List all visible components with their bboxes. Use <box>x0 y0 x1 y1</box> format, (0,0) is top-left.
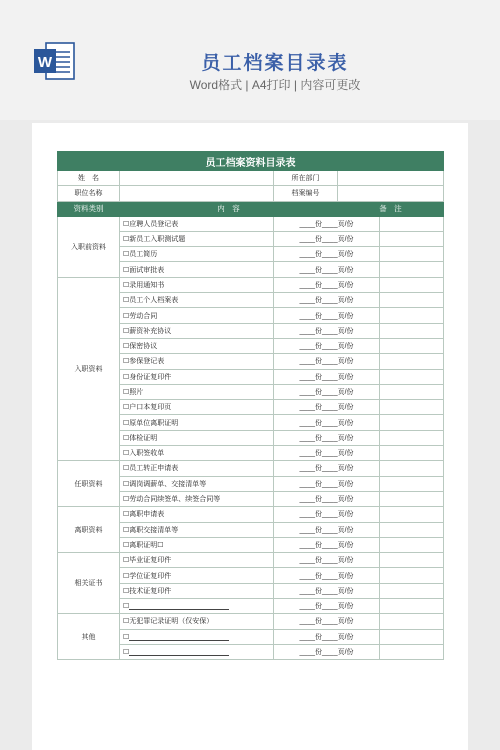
item-cell[interactable] <box>120 553 274 568</box>
count-cell[interactable]: ____份____页/份 <box>274 415 380 430</box>
item-label: ☐ <box>123 603 130 611</box>
column-header-row <box>58 201 444 216</box>
count-cell[interactable]: ____份____页/份 <box>274 507 380 522</box>
item-label: ☐技术证复印件 <box>123 587 172 595</box>
item-label: ☐ <box>123 649 130 657</box>
item-cell[interactable] <box>120 415 274 430</box>
item-label: ☐离职证明☐ <box>123 541 164 549</box>
category-cell: 其他 <box>58 614 120 660</box>
count-cell[interactable]: ____份____页/份 <box>274 461 380 476</box>
col-category-header: 资料类别 <box>58 201 120 216</box>
item-label: ☐学位证复印件 <box>123 572 172 580</box>
item-label: ☐无犯罪记录证明（仅安保） <box>123 618 214 626</box>
item-label: ☐录用通知书 <box>123 281 165 289</box>
remarks-cell[interactable] <box>380 277 444 292</box>
item-label: ☐调岗调薪单、交接清单等 <box>123 480 207 488</box>
word-doc-icon <box>33 42 77 82</box>
remarks-cell[interactable] <box>380 262 444 277</box>
item-label: ☐毕业证复印件 <box>123 557 172 565</box>
name-field[interactable] <box>120 171 274 186</box>
word-icon-letter: W <box>37 54 53 71</box>
table-row <box>58 277 444 292</box>
table-row <box>58 507 444 522</box>
item-cell[interactable] <box>120 522 274 537</box>
table-row <box>58 461 444 476</box>
remarks-cell[interactable] <box>380 553 444 568</box>
count-cell[interactable]: ____份____页/份 <box>274 599 380 614</box>
item-cell[interactable] <box>120 537 274 552</box>
document-sheet <box>32 123 468 750</box>
count-cell[interactable]: ____份____页/份 <box>274 231 380 246</box>
name-label: 姓 名 <box>58 171 120 186</box>
blank-line <box>129 648 229 656</box>
remarks-cell[interactable] <box>380 599 444 614</box>
item-label: ☐照片 <box>123 389 144 396</box>
item-label: ☐原单位离职证明 <box>123 419 179 427</box>
category-cell: 任职资料 <box>58 461 120 507</box>
remarks-cell[interactable] <box>380 354 444 369</box>
item-cell[interactable] <box>120 491 274 506</box>
item-cell[interactable] <box>120 354 274 369</box>
count-cell[interactable]: ____份____页/份 <box>274 583 380 598</box>
blank-line <box>129 602 229 610</box>
form-title: 员工档案资料目录表 <box>58 152 444 171</box>
item-cell[interactable] <box>120 507 274 522</box>
item-cell[interactable] <box>120 369 274 384</box>
item-cell[interactable] <box>120 323 274 338</box>
item-label: ☐体检证明 <box>123 434 158 442</box>
count-cell[interactable]: ____份____页/份 <box>274 216 380 231</box>
col-content-header: 内 容 <box>120 201 338 216</box>
page-title: 员工档案目录表 <box>201 53 349 74</box>
form-title-row <box>58 152 444 171</box>
remarks-cell[interactable] <box>380 446 444 461</box>
remarks-cell[interactable] <box>380 384 444 399</box>
count-cell[interactable]: ____份____页/份 <box>274 262 380 277</box>
item-label: ☐离职交接清单等 <box>123 526 179 534</box>
remarks-cell[interactable] <box>380 568 444 583</box>
item-cell[interactable] <box>120 614 274 629</box>
remarks-cell[interactable] <box>380 522 444 537</box>
remarks-cell[interactable] <box>380 338 444 353</box>
item-cell[interactable] <box>120 644 274 659</box>
item-label: ☐劳动合同续签单、续签合同等 <box>123 496 221 504</box>
item-cell[interactable] <box>120 338 274 353</box>
item-label: ☐员工简历 <box>123 251 158 259</box>
file-no-label: 档案编号 <box>274 186 338 201</box>
count-cell[interactable]: ____份____页/份 <box>274 293 380 308</box>
count-cell[interactable]: ____份____页/份 <box>274 476 380 491</box>
count-cell[interactable]: ____份____页/份 <box>274 446 380 461</box>
item-label: ☐离职申请表 <box>123 511 165 519</box>
archive-form-table <box>57 151 444 660</box>
position-field[interactable] <box>120 186 274 201</box>
remarks-cell[interactable] <box>380 476 444 491</box>
remarks-cell[interactable] <box>380 537 444 552</box>
item-cell[interactable] <box>120 476 274 491</box>
item-cell[interactable] <box>120 384 274 399</box>
count-cell[interactable]: ____份____页/份 <box>274 491 380 506</box>
table-row <box>58 216 444 231</box>
remarks-cell[interactable] <box>380 323 444 338</box>
remarks-cell[interactable] <box>380 461 444 476</box>
item-cell[interactable] <box>120 583 274 598</box>
category-cell: 入职资料 <box>58 277 120 461</box>
item-cell[interactable] <box>120 293 274 308</box>
item-label: ☐参保登记表 <box>123 358 165 366</box>
dept-label: 所在部门 <box>274 171 338 186</box>
item-cell[interactable] <box>120 231 274 246</box>
dept-field[interactable] <box>338 171 444 186</box>
item-cell[interactable] <box>120 461 274 476</box>
category-cell: 相关证书 <box>58 553 120 614</box>
count-cell[interactable]: ____份____页/份 <box>274 384 380 399</box>
count-cell[interactable]: ____份____页/份 <box>274 247 380 262</box>
count-cell[interactable]: ____份____页/份 <box>274 323 380 338</box>
remarks-cell[interactable] <box>380 583 444 598</box>
item-label: ☐保密协议 <box>123 343 158 351</box>
item-cell[interactable] <box>120 430 274 445</box>
count-cell[interactable]: ____份____页/份 <box>274 277 380 292</box>
remarks-cell[interactable] <box>380 415 444 430</box>
page-subtitle: Word格式 | A4打印 | 内容可更改 <box>189 78 361 92</box>
item-cell[interactable] <box>120 568 274 583</box>
item-label: ☐员工转正申请表 <box>123 465 179 473</box>
item-label: ☐员工个人档案表 <box>123 297 179 305</box>
remarks-cell[interactable] <box>380 614 444 629</box>
count-cell[interactable]: ____份____页/份 <box>274 522 380 537</box>
item-label: ☐户口本复印页 <box>123 404 172 412</box>
item-cell[interactable] <box>120 247 274 262</box>
remarks-cell[interactable] <box>380 644 444 659</box>
remarks-cell[interactable] <box>380 400 444 415</box>
table-row <box>58 553 444 568</box>
remarks-cell[interactable] <box>380 308 444 323</box>
count-cell[interactable]: ____份____页/份 <box>274 369 380 384</box>
remarks-cell[interactable] <box>380 507 444 522</box>
count-cell[interactable]: ____份____页/份 <box>274 430 380 445</box>
count-cell[interactable]: ____份____页/份 <box>274 644 380 659</box>
table-row <box>58 614 444 629</box>
item-cell[interactable] <box>120 262 274 277</box>
count-cell[interactable]: ____份____页/份 <box>274 338 380 353</box>
count-cell[interactable]: ____份____页/份 <box>274 614 380 629</box>
count-cell[interactable]: ____份____页/份 <box>274 354 380 369</box>
item-cell[interactable] <box>120 629 274 644</box>
count-cell[interactable]: ____份____页/份 <box>274 537 380 552</box>
remarks-cell[interactable] <box>380 369 444 384</box>
item-label: ☐应聘人员登记表 <box>123 220 179 228</box>
remarks-cell[interactable] <box>380 231 444 246</box>
count-cell[interactable]: ____份____页/份 <box>274 400 380 415</box>
col-remarks-header: 备 注 <box>338 201 444 216</box>
remarks-cell[interactable] <box>380 247 444 262</box>
blank-line <box>129 633 229 641</box>
count-cell[interactable]: ____份____页/份 <box>274 568 380 583</box>
file-no-field[interactable] <box>338 186 444 201</box>
remarks-cell[interactable] <box>380 216 444 231</box>
item-label: ☐面试审批表 <box>123 266 165 274</box>
item-cell[interactable] <box>120 446 274 461</box>
category-cell: 入职前资料 <box>58 216 120 277</box>
remarks-cell[interactable] <box>380 629 444 644</box>
remarks-cell[interactable] <box>380 293 444 308</box>
item-cell[interactable] <box>120 308 274 323</box>
item-label: ☐入职签收单 <box>123 450 165 458</box>
info-row-1 <box>58 171 444 186</box>
item-cell[interactable] <box>120 277 274 292</box>
item-cell[interactable] <box>120 400 274 415</box>
count-cell[interactable]: ____份____页/份 <box>274 629 380 644</box>
item-label: ☐劳动合同 <box>123 312 158 320</box>
position-label: 职位名称 <box>58 186 120 201</box>
item-label: ☐ <box>123 633 130 641</box>
item-label: ☐身份证复印件 <box>123 373 172 381</box>
count-cell[interactable]: ____份____页/份 <box>274 553 380 568</box>
page-header <box>0 0 500 120</box>
item-label: ☐新员工入职测试题 <box>123 236 186 244</box>
item-label: ☐薪资补充协议 <box>123 327 172 335</box>
category-cell: 离职资料 <box>58 507 120 553</box>
item-cell[interactable] <box>120 599 274 614</box>
remarks-cell[interactable] <box>380 430 444 445</box>
info-row-2 <box>58 186 444 201</box>
count-cell[interactable]: ____份____页/份 <box>274 308 380 323</box>
item-cell[interactable] <box>120 216 274 231</box>
remarks-cell[interactable] <box>380 491 444 506</box>
